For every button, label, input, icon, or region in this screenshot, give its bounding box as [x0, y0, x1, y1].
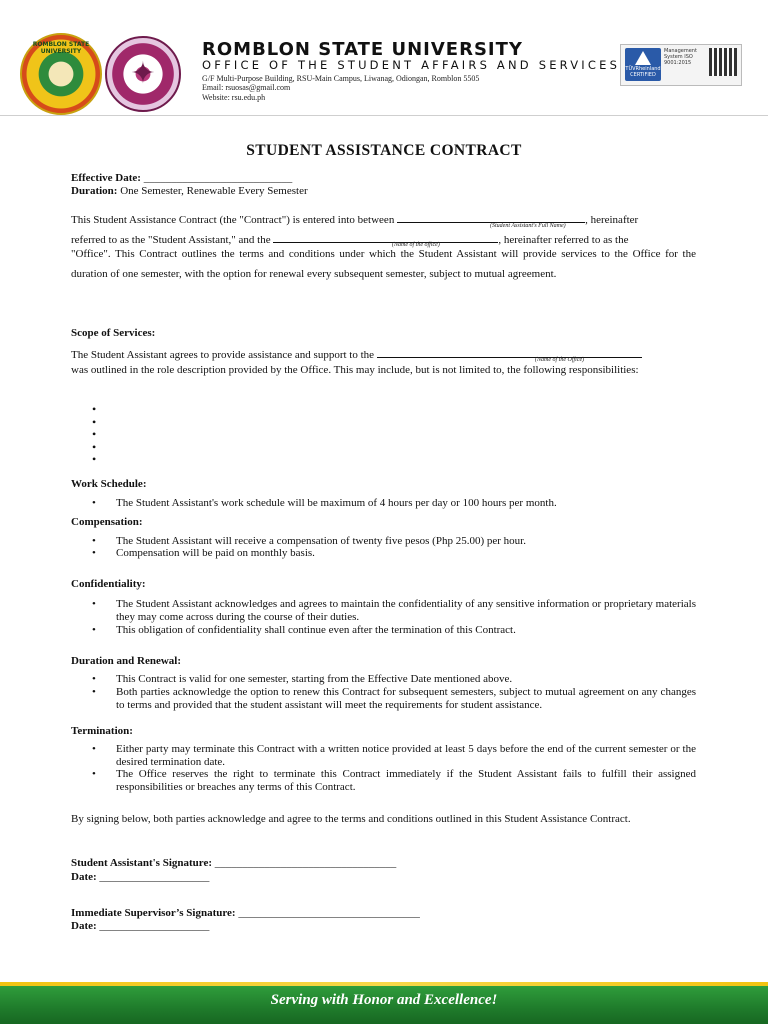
list-item [92, 673, 696, 686]
bullet-icon: • [92, 535, 96, 547]
supervisor-signature-line [71, 907, 420, 920]
work-schedule-heading: Work Schedule: [71, 478, 147, 490]
footer-banner [0, 982, 768, 1024]
document-title: STUDENT ASSISTANCE CONTRACT [246, 142, 522, 159]
list-item-text: This Contract is valid for one semester, starting from the Effective Date mentioned above. [116, 673, 513, 685]
effective-date-label: Effective Date: [71, 172, 141, 184]
list-item [92, 497, 696, 510]
intro-line-1 [71, 211, 696, 227]
student-signature-line [71, 857, 396, 870]
list-item [92, 547, 696, 560]
email-line: Email: rsuosas@gmail.com [202, 83, 291, 93]
supervisor-signature-label: Immediate Supervisor’s Signature: [71, 907, 236, 919]
intro-text-1: This Student Assistance Contract (the "Contract") is entered into between [71, 214, 395, 226]
closing-paragraph: By signing below, both parties acknowledge and agree to the terms and conditions outlined in this Student Assistance Contract. [71, 813, 631, 825]
responsibility-bullet: • [92, 415, 97, 429]
student-name-caption: (Student Assistant's Full Name) [490, 223, 566, 229]
duration-label: Duration: [71, 185, 118, 197]
student-date-line [71, 871, 209, 884]
list-item-text: This obligation of confidentiality shall continue even after the termination of this Contract. [116, 624, 516, 636]
scope-office-blank[interactable] [377, 346, 642, 358]
tuv-badge-text: TÜVRheinland CERTIFIED [625, 66, 661, 78]
list-item-text: The Student Assistant acknowledges and agrees to maintain the confidentiality of any sensitive information or proprietary materials they may come across during the course of their duties. [116, 598, 696, 623]
scope-paragraph: was outlined in the role description provided by the Office. This may include, but is not limited to, the following responsibilities: [71, 364, 639, 376]
letterhead [0, 0, 768, 110]
tuv-triangle-icon [635, 51, 651, 65]
list-item [92, 624, 696, 637]
duration-line [71, 185, 308, 198]
intro-text-2: referred to as the "Student Assistant," and the [71, 234, 271, 246]
header-divider [0, 115, 768, 116]
bullet-icon: • [92, 743, 96, 755]
iso-certification-badge [620, 44, 742, 86]
confidentiality-heading: Confidentiality: [71, 578, 146, 590]
list-item [92, 535, 696, 548]
star-emblem-icon: ✦ [130, 57, 156, 90]
scope-heading: Scope of Services: [71, 327, 156, 339]
intro-text-2b: , hereinafter referred to as the [498, 234, 629, 246]
list-item [92, 743, 696, 768]
student-date-label: Date: [71, 871, 97, 883]
duration-renewal-heading: Duration and Renewal: [71, 655, 182, 667]
supervisor-date-line [71, 920, 209, 933]
office-name-blank[interactable] [273, 231, 498, 243]
list-item-text: Compensation will be paid on monthly basis. [116, 547, 315, 559]
iso-text: Management System ISO 9001:2015 [664, 48, 697, 66]
bullet-icon: • [92, 686, 96, 698]
address-line: G/F Multi-Purpose Building, RSU-Main Campus, Liwanag, Odiongan, Romblon 5505 [202, 74, 480, 83]
seal-lettering: ROMBLON STATE UNIVERSITY [32, 41, 90, 55]
intro-text-1b: , hereinafter [585, 214, 639, 226]
tuv-logo-icon [625, 48, 661, 81]
list-item-text: The Student Assistant's work schedule will be maximum of 4 hours per day or 100 hours per month. [116, 497, 557, 509]
duration-value: One Semester, Renewable Every Semester [120, 185, 308, 197]
university-name: ROMBLON STATE UNIVERSITY [202, 39, 523, 60]
list-item-text: The Office reserves the right to terminate this Contract immediately if the Student Assistant fails to fulfill their assigned responsibilities or breaches any terms of this Contract. [116, 768, 696, 793]
responsibility-bullet: • [92, 427, 97, 441]
osas-seal-logo [105, 36, 181, 112]
contact-block [202, 74, 479, 102]
responsibility-bullet: • [92, 452, 97, 466]
qr-code-icon [709, 48, 737, 76]
bullet-icon: • [92, 673, 96, 685]
supervisor-signature-field[interactable]: _________________________________ [238, 907, 420, 919]
bullet-icon: • [92, 497, 96, 509]
responsibility-bullet: • [92, 402, 97, 416]
office-name-caption: (Name of the office) [392, 242, 440, 248]
bullet-icon: • [92, 768, 96, 780]
list-item-text: Either party may terminate this Contract with a written notice provided at least 5 days before the end of the current semester or the desired termination date. [116, 743, 696, 768]
university-seal-logo [20, 33, 102, 115]
supervisor-date-label: Date: [71, 920, 97, 932]
student-signature-label: Student Assistant's Signature: [71, 857, 212, 869]
list-item-text: Both parties acknowledge the option to renew this Contract for subsequent semesters, subject to mutual agreement on any changes to terms and provided that the student assistant will meet the requirements for student assistance. [116, 686, 696, 711]
effective-date-line [71, 172, 292, 185]
student-name-blank[interactable] [397, 211, 585, 223]
bullet-icon: • [92, 598, 96, 610]
intro-paragraph: "Office". This Contract outlines the terms and conditions under which the Student Assistant will provide services to the Office for the duration of one semester, with the option for renewal every subsequent semester, subject to mutual agreement. [71, 248, 696, 280]
termination-heading: Termination: [71, 725, 133, 737]
footer-slogan: Serving with Honor and Excellence! [270, 992, 498, 1008]
bullet-icon: • [92, 547, 96, 559]
scope-text-1: The Student Assistant agrees to provide assistance and support to the [71, 349, 375, 361]
list-item [92, 598, 696, 623]
supervisor-date-field[interactable]: ____________________ [99, 920, 210, 932]
compensation-heading: Compensation: [71, 516, 143, 528]
office-name: OFFICE OF THE STUDENT AFFAIRS AND SERVICES [202, 58, 621, 72]
website-line: Website: rsu.edu.ph [202, 92, 266, 102]
list-item [92, 686, 696, 711]
list-item-text: The Student Assistant will receive a compensation of twenty five pesos (Php 25.00) per hour. [116, 535, 526, 547]
responsibility-bullet: • [92, 440, 97, 454]
student-signature-field[interactable]: _________________________________ [214, 857, 397, 869]
student-date-field[interactable]: ____________________ [99, 871, 210, 883]
list-item [92, 768, 696, 793]
scope-office-caption: (Name of the Office) [535, 357, 585, 363]
effective-date-blank[interactable]: ___________________________ [143, 172, 293, 184]
bullet-icon: • [92, 624, 96, 636]
